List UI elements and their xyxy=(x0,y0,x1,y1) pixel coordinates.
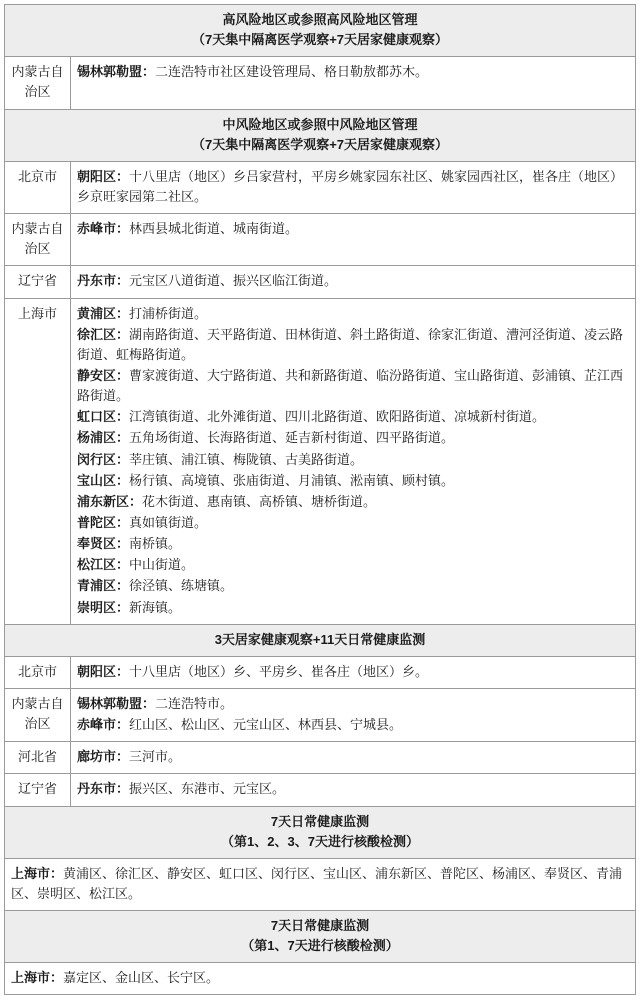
district-text: 莘庄镇、浦江镇、梅陇镇、古美路街道。 xyxy=(129,451,364,467)
detail-line xyxy=(77,694,629,714)
section-header-row xyxy=(5,624,636,656)
district-label: 徐汇区： xyxy=(77,326,130,342)
district-label: 黄浦区： xyxy=(77,305,130,321)
detail-line xyxy=(77,747,629,767)
district-label: 锡林郭勒盟： xyxy=(77,695,156,711)
region-detail xyxy=(5,963,636,995)
district-text: 南桥镇。 xyxy=(129,536,182,552)
region-detail xyxy=(71,57,636,109)
section-title-medium-risk xyxy=(5,109,636,161)
district-label: 赤峰市： xyxy=(77,221,130,237)
detail-line xyxy=(77,428,629,448)
region-detail xyxy=(71,161,636,213)
detail-line xyxy=(77,662,629,682)
district-text: 新海镇。 xyxy=(129,599,182,615)
section-header-row xyxy=(5,806,636,858)
table-row xyxy=(5,858,636,910)
district-label: 青浦区： xyxy=(77,578,130,594)
district-text: 五角场街道、长海路街道、延吉新村街道、四平路街道。 xyxy=(129,430,455,446)
district-text: 曹家渡街道、大宁路街道、共和新路街道、临汾路街道、宝山路街道、彭浦镇、芷江西路街道。 xyxy=(77,367,624,404)
section-header-row xyxy=(5,5,636,57)
risk-area-table xyxy=(4,4,636,995)
section-title-monitoring-7day-a xyxy=(5,806,636,858)
detail-line xyxy=(77,62,629,82)
detail-line xyxy=(77,513,629,533)
district-text: 十八里店（地区）乡吕家营村，平房乡姚家园东社区、姚家园西社区，崔各庄（地区）乡京旺家园第二社区。 xyxy=(77,168,624,204)
region-name: 北京市 xyxy=(5,161,71,213)
district-label: 杨浦区： xyxy=(77,430,130,446)
detail-line xyxy=(77,779,629,799)
region-name: 辽宁省 xyxy=(5,266,71,298)
region-detail xyxy=(71,656,636,688)
table-row xyxy=(5,298,636,624)
district-text: 徐泾镇、练塘镇。 xyxy=(129,578,234,594)
section-title-monitoring-7day-b xyxy=(5,911,636,963)
detail-line xyxy=(77,167,629,207)
table-row xyxy=(5,214,636,266)
detail-line xyxy=(77,271,629,291)
district-text: 湖南路街道、天平路街道、田林街道、斜土路街道、徐家汇街道、漕河泾街道、凌云路街道、虹梅路街道。 xyxy=(77,326,624,362)
table-row xyxy=(5,688,636,741)
district-label: 松江区： xyxy=(77,557,130,573)
district-label: 丹东市： xyxy=(77,273,130,289)
district-label: 赤峰市： xyxy=(77,717,130,733)
district-label: 崇明区： xyxy=(77,599,130,615)
district-text: 打浦桥街道。 xyxy=(129,305,208,321)
section-title-line2: （7天集中隔离医学观察+7天居家健康观察） xyxy=(191,136,449,152)
section-title-line2: （第1、7天进行核酸检测） xyxy=(241,938,399,954)
district-label: 宝山区： xyxy=(77,472,130,488)
district-label: 普陀区： xyxy=(77,514,130,530)
table-row xyxy=(5,57,636,109)
section-title-home-observation xyxy=(5,624,636,656)
district-text: 嘉定区、金山区、长宁区。 xyxy=(63,970,220,986)
district-label: 丹东市： xyxy=(77,781,130,797)
district-label: 虹口区： xyxy=(77,409,130,425)
district-text: 杨行镇、高境镇、张庙街道、月浦镇、淞南镇、顾村镇。 xyxy=(129,472,455,488)
detail-line xyxy=(77,450,629,470)
section-title-line1: 中风险地区或参照中风险地区管理 xyxy=(222,116,418,132)
region-label: 上海市： xyxy=(11,970,64,986)
section-header-row xyxy=(5,109,636,161)
section-title-line2: （7天集中隔离医学观察+7天居家健康观察） xyxy=(191,32,449,48)
district-text: 二连浩特市。 xyxy=(155,695,234,711)
section-header-row xyxy=(5,911,636,963)
detail-line xyxy=(77,407,629,427)
district-text: 中山街道。 xyxy=(129,557,195,573)
district-text: 江湾镇街道、北外滩街道、四川北路街道、欧阳路街道、凉城新村街道。 xyxy=(129,409,546,425)
detail-line xyxy=(77,471,629,491)
table-row xyxy=(5,963,636,995)
region-label: 上海市： xyxy=(11,865,64,881)
region-detail xyxy=(5,858,636,910)
region-detail xyxy=(71,742,636,774)
district-label: 朝阳区： xyxy=(77,663,130,679)
district-text: 二连浩特市社区建设管理局、格日勒敖都苏木。 xyxy=(155,64,429,80)
detail-line xyxy=(77,219,629,239)
district-text: 黄浦区、徐汇区、静安区、虹口区、闵行区、宝山区、浦东新区、普陀区、杨浦区、奉贤区、青浦区、崇明区、松江区。 xyxy=(11,865,623,901)
section-title-line1: 7天日常健康监测 xyxy=(270,813,370,829)
region-name: 河北省 xyxy=(5,742,71,774)
detail-line xyxy=(77,598,629,618)
district-text: 元宝区八道街道、振兴区临江街道。 xyxy=(129,273,338,289)
section-title-line1: 7天日常健康监测 xyxy=(270,918,370,934)
region-name: 内蒙古自治区 xyxy=(5,57,71,109)
district-text: 三河市。 xyxy=(129,749,182,765)
district-text: 真如镇街道。 xyxy=(129,514,208,530)
table-row xyxy=(5,656,636,688)
region-detail xyxy=(71,688,636,741)
district-label: 浦东新区： xyxy=(77,493,143,509)
table-row xyxy=(5,161,636,213)
district-text: 林西县城北街道、城南街道。 xyxy=(129,221,299,237)
district-text: 红山区、松山区、元宝山区、林西县、宁城县。 xyxy=(129,717,403,733)
detail-line xyxy=(77,555,629,575)
region-name: 辽宁省 xyxy=(5,774,71,806)
district-label: 廊坊市： xyxy=(77,749,130,765)
region-name: 内蒙古自治区 xyxy=(5,688,71,741)
detail-line xyxy=(77,576,629,596)
detail-line xyxy=(77,366,629,406)
section-title-line1: 高风险地区或参照高风险地区管理 xyxy=(222,12,418,27)
region-name: 北京市 xyxy=(5,656,71,688)
detail-line xyxy=(77,304,629,324)
district-text: 花木街道、惠南镇、高桥镇、塘桥街道。 xyxy=(142,493,377,509)
region-detail xyxy=(71,214,636,266)
detail-line xyxy=(77,715,629,735)
table-row xyxy=(5,742,636,774)
section-title-high-risk xyxy=(5,5,636,57)
district-label: 锡林郭勒盟： xyxy=(77,64,156,80)
detail-line xyxy=(77,492,629,512)
district-label: 朝阳区： xyxy=(77,168,130,184)
region-detail xyxy=(71,266,636,298)
district-label: 静安区： xyxy=(77,367,130,383)
section-title-line1: 3天居家健康观察+11天日常健康监测 xyxy=(214,631,426,647)
region-detail xyxy=(71,298,636,624)
district-text: 十八里店（地区）乡、平房乡、崔各庄（地区）乡。 xyxy=(129,663,429,679)
region-name: 上海市 xyxy=(5,298,71,624)
detail-line xyxy=(77,534,629,554)
district-label: 奉贤区： xyxy=(77,536,130,552)
table-row xyxy=(5,266,636,298)
section-title-line2: （第1、2、3、7天进行核酸检测） xyxy=(221,833,419,849)
district-text: 振兴区、东港市、元宝区。 xyxy=(129,781,286,797)
table-row xyxy=(5,774,636,806)
detail-line xyxy=(77,325,629,365)
region-name: 内蒙古自治区 xyxy=(5,214,71,266)
district-label: 闵行区： xyxy=(77,451,130,467)
region-detail xyxy=(71,774,636,806)
